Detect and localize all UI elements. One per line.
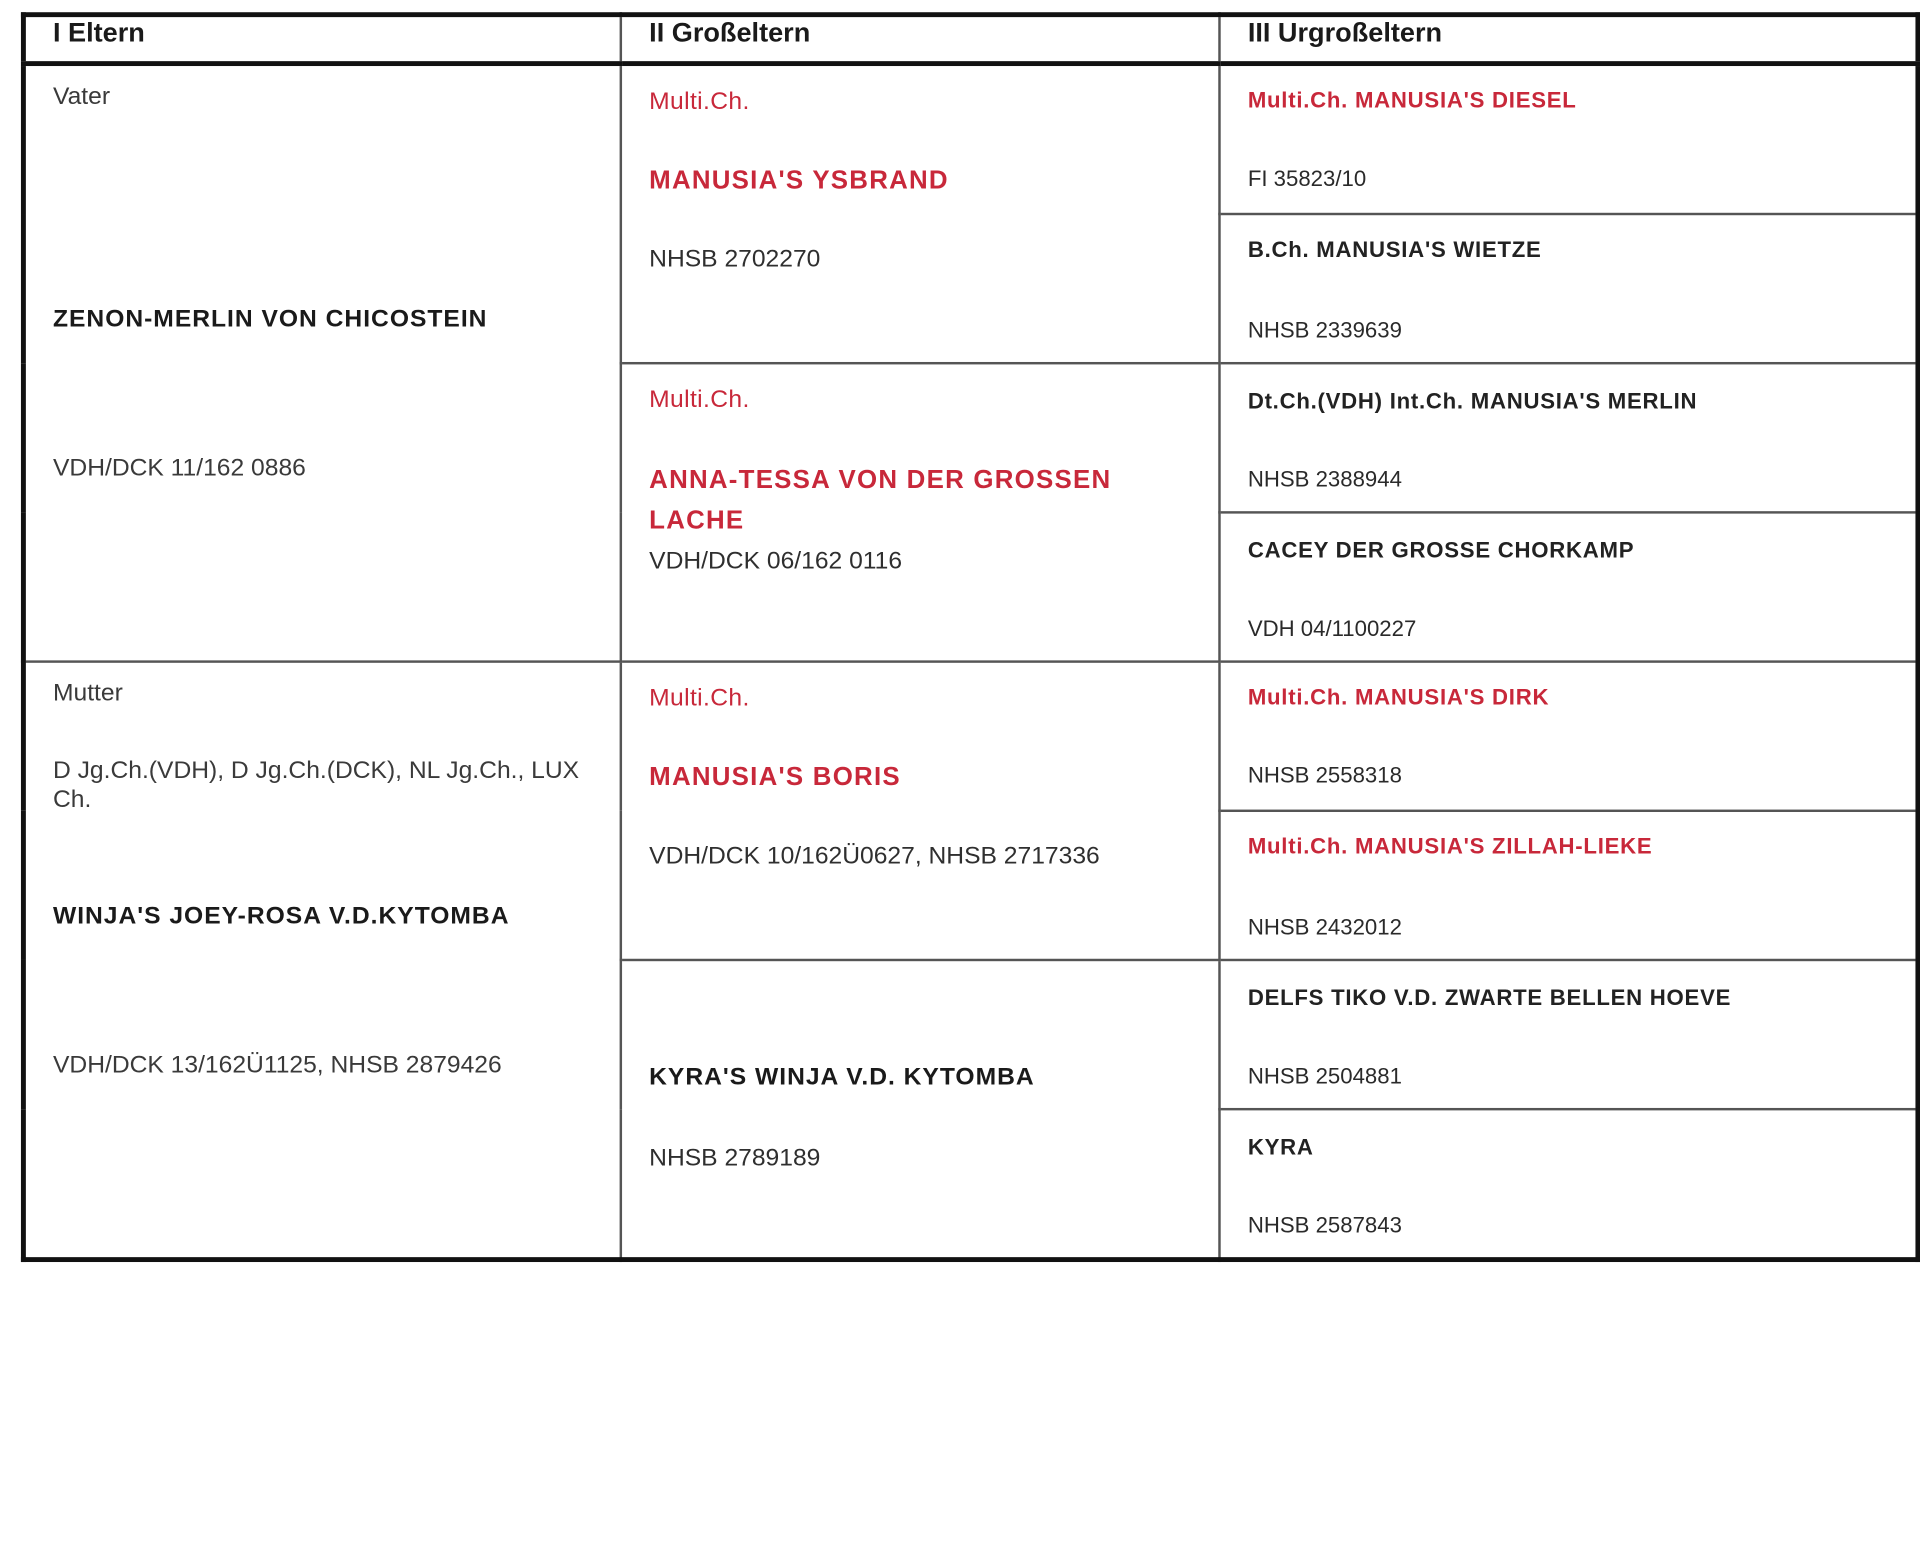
ggp-4-reg: VDH 04/1100227 xyxy=(1247,616,1417,641)
ggp-3-cell xyxy=(1219,363,1917,512)
ggp-8-cell xyxy=(1219,1109,1917,1259)
paternal-grandsire-cell xyxy=(621,64,1220,364)
ggp-7-name: DELFS TIKO V.D. ZWARTE BELLEN HOEVE xyxy=(1247,985,1732,1011)
ggp-3-name: Dt.Ch.(VDH) Int.Ch. MANUSIA'S MERLIN xyxy=(1247,388,1698,414)
mother-cell xyxy=(23,662,620,1260)
ggp-6-name: Multi.Ch. MANUSIA'S ZILLAH-LIEKE xyxy=(1247,834,1653,859)
paternal-granddam-reg: VDH/DCK 06/162 0116 xyxy=(649,547,903,575)
header-grandparents: II Großeltern xyxy=(621,15,1220,64)
paternal-grandsire-name: MANUSIA'S YSBRAND xyxy=(649,166,949,195)
paternal-granddam-name: ANNA-TESSA VON DER GROSSEN LACHE xyxy=(649,465,1112,535)
paternal-granddam-title: Multi.Ch. xyxy=(649,386,750,414)
ggp-7-reg: NHSB 2504881 xyxy=(1247,1063,1402,1089)
maternal-granddam-reg: NHSB 2789189 xyxy=(649,1144,821,1172)
maternal-grandsire-name: MANUSIA'S BORIS xyxy=(649,763,901,792)
ggp-6-reg: NHSB 2432012 xyxy=(1247,914,1402,940)
ggp-2-reg: NHSB 2339639 xyxy=(1247,317,1402,343)
ggp-8-reg: NHSB 2587843 xyxy=(1247,1213,1402,1238)
ggp-5-name: Multi.Ch. MANUSIA'S DIRK xyxy=(1247,684,1550,710)
header-great-grandparents: III Urgroßeltern xyxy=(1219,15,1917,64)
mother-role: Mutter xyxy=(52,679,123,707)
pedigree-table xyxy=(21,12,1920,1262)
ggp-4-cell xyxy=(1219,512,1917,661)
header-parents: I Eltern xyxy=(23,15,620,64)
mother-name: WINJA'S JOEY-ROSA V.D.KYTOMBA xyxy=(52,902,510,930)
ggp-5-cell xyxy=(1219,662,1917,811)
maternal-grandsire-title: Multi.Ch. xyxy=(649,684,750,712)
mother-titles: D Jg.Ch.(VDH), D Jg.Ch.(DCK), NL Jg.Ch., LUX Ch. xyxy=(52,756,580,814)
father-name: ZENON-MERLIN VON CHICOSTEIN xyxy=(52,305,488,333)
header-row xyxy=(23,15,1918,64)
ggp-8-name: KYRA xyxy=(1247,1134,1314,1160)
ggp-6-cell xyxy=(1219,811,1917,960)
ggp-1-cell xyxy=(1219,64,1917,214)
paternal-grandsire-title: Multi.Ch. xyxy=(649,88,750,115)
father-cell xyxy=(23,64,620,662)
paternal-grandsire-reg: NHSB 2702270 xyxy=(649,245,821,273)
ggp-5-reg: NHSB 2558318 xyxy=(1247,763,1402,788)
maternal-granddam-cell xyxy=(621,960,1220,1260)
ggp-1-reg: FI 35823/10 xyxy=(1247,166,1367,191)
maternal-grandsire-reg: VDH/DCK 10/162Ü0627, NHSB 2717336 xyxy=(649,842,1100,870)
maternal-granddam-name: KYRA'S WINJA V.D. KYTOMBA xyxy=(649,1063,1035,1091)
paternal-granddam-cell xyxy=(621,363,1220,661)
ggp-7-cell xyxy=(1219,960,1917,1109)
ggp-2-cell xyxy=(1219,214,1917,363)
father-role: Vater xyxy=(52,83,111,111)
ggp-3-reg: NHSB 2388944 xyxy=(1247,467,1402,492)
ggp-4-name: CACEY DER GROSSE CHORKAMP xyxy=(1247,538,1635,563)
maternal-grandsire-cell xyxy=(621,662,1220,960)
ggp-1-name: Multi.Ch. MANUSIA'S DIESEL xyxy=(1247,88,1577,113)
mother-reg: VDH/DCK 13/162Ü1125, NHSB 2879426 xyxy=(52,1051,502,1079)
ggp-2-name: B.Ch. MANUSIA'S WIETZE xyxy=(1247,237,1542,262)
father-reg: VDH/DCK 11/162 0886 xyxy=(52,454,306,482)
